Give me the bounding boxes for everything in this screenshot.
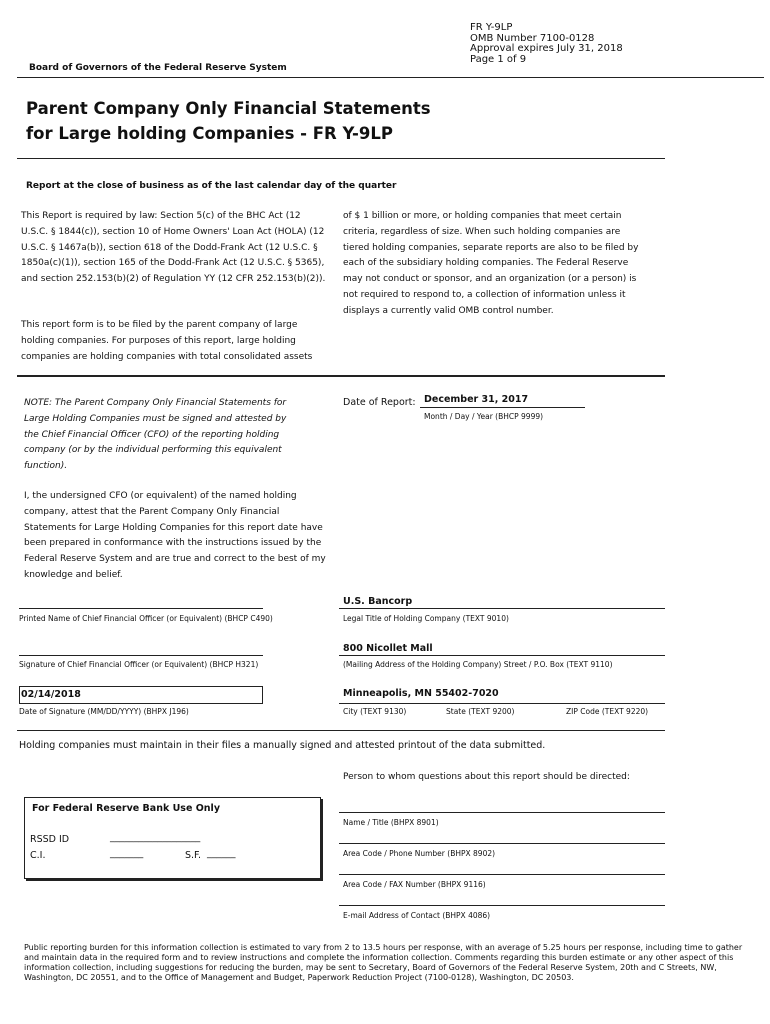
date-of-signature-field[interactable]: 02/14/2018 [19, 686, 263, 704]
rssd-id-label: RSSD ID [30, 834, 70, 845]
city-state-zip-value[interactable]: Minneapolis, MN 55402-7020 [343, 688, 499, 699]
contact-fax-field[interactable] [339, 874, 665, 875]
fr-box-title: For Federal Reserve Bank Use Only [32, 803, 221, 814]
city-caption: City (TEXT 9130) [343, 707, 407, 716]
burden-statement: Public reporting burden for this information collection is estimated to vary from 2 to 13.5 hours per response, with an average of 5.25 hours per response, including time to gather and maintain data in the required form and to review instructions and complete the information collection. Comments regarding this burden estimate or any other aspect of this information collection, including suggestions for reducing the burden, may be sent to Secretary, Board of Governors of the Federal Reserve System, 20th and C Streets, NW, Washington, DC 20551, and to the Office of Management and Budget, Paperwork Reduction Project (7100-0128), Washington, DC 20503. [24, 943, 743, 982]
title-rule [17, 158, 665, 159]
date-of-report-value[interactable]: December 31, 2017 [424, 394, 529, 405]
address-line [339, 655, 665, 656]
approval-expiry: Approval expires July 31, 2018 [470, 43, 623, 54]
agency-name: Board of Governors of the Federal Reserve System [29, 63, 287, 73]
contact-name-caption: Name / Title (BHPX 8901) [343, 818, 439, 827]
omb-number: OMB Number 7100-0128 [470, 32, 595, 44]
fields-rule [17, 730, 665, 731]
legal-title-line [339, 608, 665, 609]
legal-title-caption: Legal Title of Holding Company (TEXT 9010) [343, 614, 509, 623]
header-rule [17, 77, 764, 78]
rssd-id-field[interactable]: ___________________ [110, 832, 201, 843]
rssd-id-row [30, 834, 69, 845]
address-caption: (Mailing Address of the Holding Company) Street / P.O. Box (TEXT 9110) [343, 660, 613, 669]
ci-field[interactable]: _______ [110, 848, 144, 859]
signature-caption: Signature of Chief Financial Officer (or Equivalent) (BHCP H321) [19, 660, 259, 669]
sf-field[interactable]: ______ [207, 848, 236, 859]
legal-authority-text: This Report is required by law: Section 5(c) of the BHC Act (12 U.S.C. § 1844(c)), section 10 of Home Owners' Loan Act (HOLA) (12 U.S.C. § 1467a(b)), section 618 of the Dodd-Frank Act (12 U.S.C. § 1850a(c)(1)), section 165 of the Dodd-Frank Act (12 U.S.C. § 5365), and section 252.153(b)(2) of Regulation YY (12 CFR 252.153(b)(2)). [21, 211, 326, 285]
omb-block [470, 23, 623, 65]
ci-label: C.I. [30, 850, 46, 861]
sf-label: S.F. [185, 850, 202, 861]
legal-title-value[interactable]: U.S. Bancorp [343, 596, 413, 607]
filing-requirement-text: This report form is to be filed by the parent company of large holding companies. For purposes of this report, large holding companies are holding companies with total consolidated assets [21, 320, 313, 362]
contact-fax-caption: Area Code / FAX Number (BHPX 9116) [343, 880, 486, 889]
title-line-2: for Large holding Companies - FR Y-9LP [26, 124, 393, 143]
date-of-report-caption: Month / Day / Year (BHCP 9999) [424, 412, 544, 421]
page-number: Page 1 of 9 [470, 53, 527, 65]
city-line [339, 703, 665, 704]
zip-caption: ZIP Code (TEXT 9220) [566, 707, 649, 716]
printed-name-caption: Printed Name of Chief Financial Officer (or Equivalent) (BHCP C490) [19, 614, 273, 623]
printed-name-field[interactable] [19, 608, 263, 609]
contact-name-field[interactable] [339, 812, 665, 813]
maintain-printout-note: Holding companies must maintain in their files a manually signed and attested printout of the data submitted. [19, 740, 546, 751]
address-value[interactable]: 800 Nicollet Mall [343, 643, 433, 654]
contact-phone-field[interactable] [339, 843, 665, 844]
report-close-heading: Report at the close of business as of the last calendar day of the quarter [26, 181, 397, 191]
date-of-report-label: Date of Report: [343, 397, 416, 408]
contact-email-caption: E-mail Address of Contact (BHPX 4086) [343, 911, 491, 920]
date-of-signature-caption: Date of Signature (MM/DD/YYYY) (BHPX J196) [19, 707, 189, 716]
contact-heading: Person to whom questions about this report should be directed: [343, 772, 630, 782]
section-rule [17, 375, 665, 377]
page-title [26, 96, 431, 146]
signature-field[interactable] [19, 655, 263, 656]
contact-email-field[interactable] [339, 905, 665, 906]
cfo-attestation: I, the undersigned CFO (or equivalent) of the named holding company, attest that the Parent Company Only Financial Statements for Large Holding Companies for this report date have been prepared in conformance with the instructions issued by the Federal Reserve System and are true and correct to the best of my knowledge and belief. [24, 491, 326, 580]
title-line-1: Parent Company Only Financial Statements [26, 99, 431, 118]
date-of-report-line [420, 407, 585, 408]
cfo-note: NOTE: The Parent Company Only Financial Statements for Large Holding Companies must be signed and attested by the Chief Financial Officer (CFO) of the reporting holding company (or by the individual performing this equivalent function). [24, 398, 287, 472]
filing-criteria-text: of $ 1 billion or more, or holding companies that meet certain criteria, regardless of size. When such holding companies are tiered holding companies, separate reports are also to be filed by each of the subsidiary holding companies. The Federal Reserve may not conduct or sponsor, and an organization (or a person) is not required to respond to, a collection of information unless it displays a currently valid OMB control number. [343, 211, 639, 316]
contact-phone-caption: Area Code / Phone Number (BHPX 8902) [343, 849, 496, 858]
state-caption: State (TEXT 9200) [446, 707, 515, 716]
form-id: FR Y-9LP [470, 22, 513, 33]
